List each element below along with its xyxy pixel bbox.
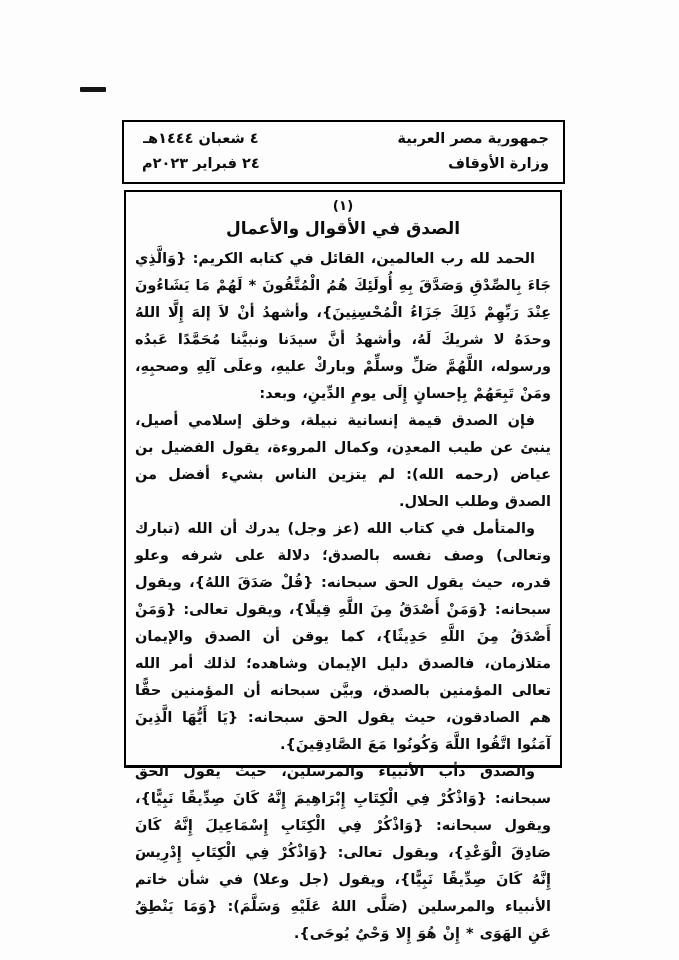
scan-artifact-mark: [80, 87, 106, 92]
body-paragraph: والصدق دأب الأنبياء والمرسلين، حيث يقول الحق سبحانه: {وَاذْكُرْ فِي الْكِتَابِ إِبْرَاهِيمَ إِنَّهُ كَانَ صِدِّيقًا نَبِيًّا}، ويقول سبحانه: {وَاذْكُرْ فِي الْكِتَابِ إِسْمَاعِيلَ إِنَّهُ كَانَ صَادِقَ الْوَعْدِ}، ويقول تعالى: {وَاذْكُرْ فِي الْكِتَابِ إِدْرِيسَ إِنَّهُ كَانَ صِدِّيقًا نَبِيًّا}، ويقول (جل وعلا) في شأن خاتم الأنبياء والمرسلين (صَلَّى اللهُ عَلَيْهِ وَسَلَّمَ): {وَمَا يَنْطِقُ عَنِ الهَوَى * إِنْ هُوَ إِلا وَحْيٌ يُوحَى}.: [135, 764, 551, 942]
hijri-date: ٤ شعبان ١٤٤٤هـ: [143, 131, 259, 147]
date-block: [142, 127, 260, 177]
page-number: (١): [332, 198, 354, 214]
content-frame: [124, 190, 562, 942]
gregorian-date: ٢٤ فبراير ٢٠٢٣م: [142, 156, 260, 172]
org-country-line: جمهورية مصر العربية: [397, 131, 549, 147]
sermon-title: الصدق في الأقوال والأعمال: [225, 219, 461, 239]
org-name-block: [397, 127, 549, 177]
body-paragraph: فإن الصدق قيمة إنسانية نبيلة، وخلق إسلامي أصيل، ينبئ عن طيب المعدِن، وكمال المروءة، يقول الفضيل بن عياض (رحمه الله): لم يتزين الناس بشيء أفضل من الصدق وطلب الحلال.: [135, 413, 551, 510]
body-paragraph: والمتأمل في كتاب الله (عز وجل) يدرك أن الله (تبارك وتعالى) وصف نفسه بالصدق؛ دلالة على شرفه وعلو قدره، حيث يقول الحق سبحانه: {قُلْ صَدَقَ اللهُ}، ويقول سبحانه: {وَمَنْ أَصْدَقُ مِنَ اللَّهِ قِيلًا}، ويقول تعالى: {وَمَنْ أَصْدَقُ مِنَ اللَّهِ حَدِيثًا}، كما يوقن أن الصدق والإيمان متلازمان، فالصدق دليل الإيمان وشاهده؛ لذلك أمر الله تعالى المؤمنين بالصدق، وبيَّن سبحانه أن المؤمنين حقًّا هم الصادقون، حيث يقول الحق سبحانه: {يَا أَيُّهَا الَّذِينَ آمَنُوا اتَّقُوا اللَّهَ وَكُونُوا مَعَ الصَّادِقِينَ}.: [135, 521, 551, 753]
sermon-body: [135, 246, 551, 948]
body-paragraph: الحمد لله رب العالمين، القائل في كتابه الكريم: {وَالَّذِي جَاءَ بِالصِّدْقِ وَصَدَّقَ بِهِ أُولَئِكَ هُمُ الْمُتَّقُونَ * لَهُمْ مَا يَشَاءُونَ عِنْدَ رَبِّهِمْ ذَلِكَ جَزَاءُ الْمُحْسِنِينَ}، وأشهدُ أنْ لاَ إلهَ إِلَّا اللهُ وحدَهُ لا شريكَ لَهُ، وأشهدُ أنَّ سيدَنا ونبيَّنا مُحَمَّدًا عَبدُه ورسوله، اللَّهُمَّ صَلِّ وسلِّمْ وباركْ عليهِ، وعلَى آلِهِ وصحبِهِ، ومَنْ تَبِعَهُمْ بِإحسانٍ إِلَى يومِ الدِّينِ، وبعد:: [135, 251, 551, 402]
org-ministry-line: وزارة الأوقاف: [448, 156, 549, 172]
header-table: [122, 120, 565, 184]
